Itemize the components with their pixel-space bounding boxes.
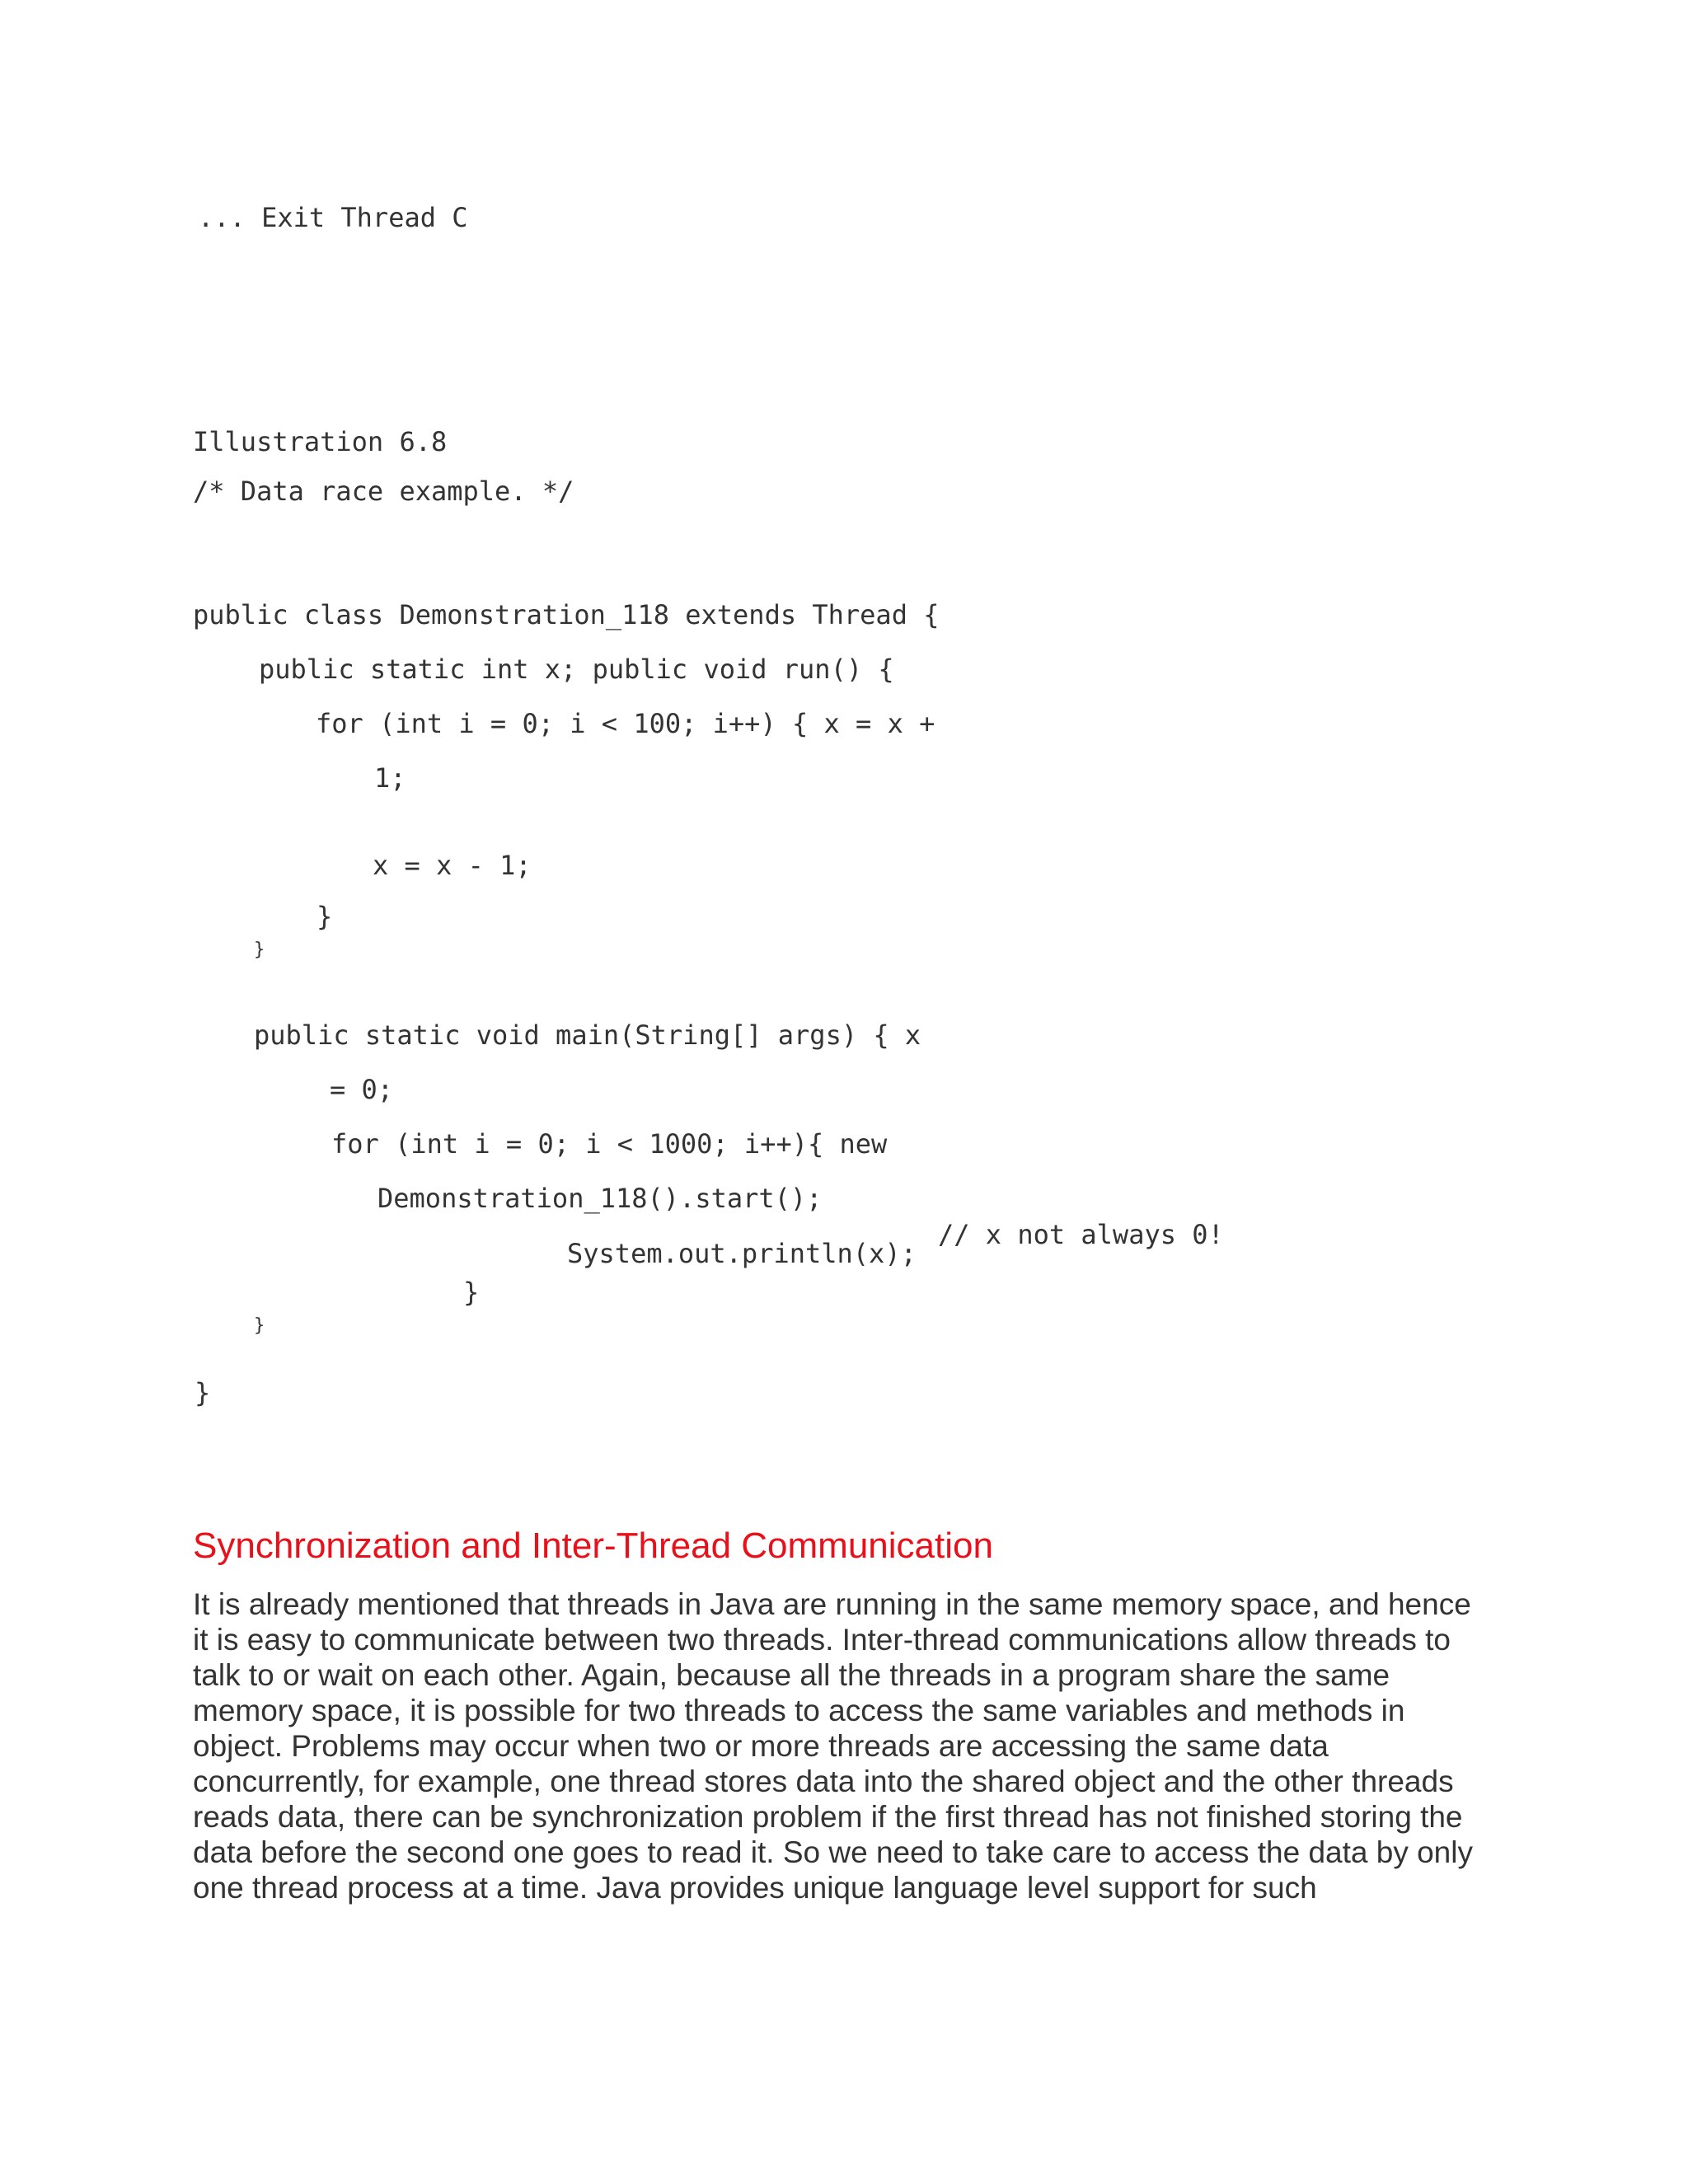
paragraph-line: talk to or wait on each other. Again, because all the threads in a program share the same — [193, 1658, 1390, 1692]
code-line: } — [463, 1277, 480, 1308]
paragraph-line: It is already mentioned that threads in Java are running in the same memory space, and hence — [193, 1587, 1471, 1621]
section-heading: Synchronization and Inter-Thread Communication — [193, 1526, 993, 1566]
code-line: System.out.println(x); — [567, 1238, 917, 1269]
illustration-comment: /* Data race example. */ — [193, 476, 574, 507]
code-comment: // x not always 0! — [938, 1219, 1224, 1250]
paragraph-line: object. Problems may occur when two or more threads are accessing the same data — [193, 1729, 1329, 1763]
paragraph-line: one thread process at a time. Java provides unique language level support for such — [193, 1871, 1317, 1905]
code-line: public static int x; public void run() { — [259, 654, 894, 685]
code-line: for (int i = 0; i < 100; i++) { x = x + — [316, 708, 935, 739]
code-line: 1; — [374, 762, 406, 794]
illustration-label: Illustration 6.8 — [193, 426, 448, 457]
paragraph-line: memory space, it is possible for two threads to access the same variables and methods in — [193, 1694, 1405, 1727]
code-line: Demonstration_118().start(); — [377, 1183, 823, 1214]
paragraph-line: it is easy to communicate between two threads. Inter-thread communications allow threads to — [193, 1623, 1451, 1657]
exit-thread-line: ... Exit Thread C — [198, 202, 468, 233]
code-line: x = x - 1; — [373, 850, 532, 881]
code-line: = 0; — [330, 1074, 394, 1105]
code-line: } — [195, 1377, 211, 1408]
paragraph-line: reads data, there can be synchronization problem if the first thread has not finished storing the — [193, 1800, 1463, 1834]
paragraph-line: data before the second one goes to read it. So we need to take care to access the data by only — [193, 1835, 1473, 1869]
code-line: } — [254, 940, 265, 960]
code-line: } — [316, 901, 333, 932]
paragraph-line: concurrently, for example, one thread stores data into the shared object and the other threads — [193, 1765, 1454, 1798]
code-line: public static void main(String[] args) { x — [254, 1019, 921, 1051]
code-line: public class Demonstration_118 extends Thread { — [193, 599, 940, 630]
code-line: for (int i = 0; i < 1000; i++){ new — [331, 1128, 888, 1160]
code-line: } — [254, 1315, 265, 1336]
